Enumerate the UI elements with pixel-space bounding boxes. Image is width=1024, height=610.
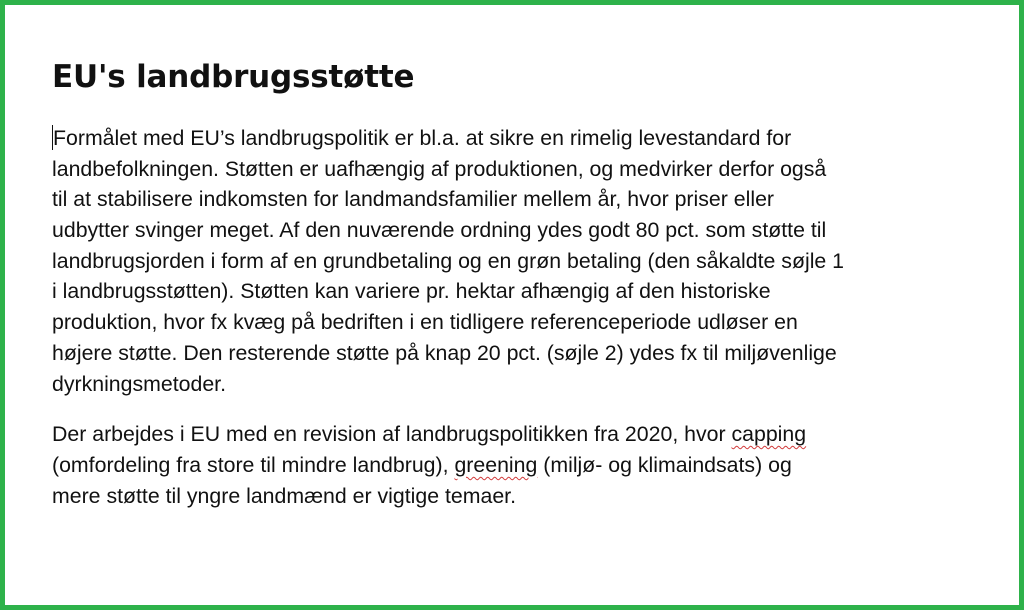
paragraph-1[interactable] [52, 123, 1002, 399]
document-body[interactable] [52, 55, 1002, 511]
paragraph-1-line: til at stabilisere indkomsten for landmandsfamilier mellem år, hvor priser eller [52, 187, 775, 212]
paragraph-2-line: (omfordeling fra store til mindre landbrug), greening (miljø- og klimaindsats) og [52, 452, 792, 477]
document-heading: EU's landbrugsstøtte [52, 59, 415, 95]
paragraph-2-line: mere støtte til yngre landmænd er vigtige temaer. [52, 483, 516, 508]
paragraph-1-line: produktion, hvor fx kvæg på bedriften i en tidligere referenceperiode udløser en [52, 310, 798, 335]
paragraph-1-line: landbrugsjorden i form af en grundbetaling og en grøn betaling (den såkaldte søjle 1 [52, 248, 845, 273]
paragraph-1-line: landbefolkningen. Støtten er uafhængig af produktionen, og medvirker derfor også [52, 156, 827, 181]
paragraph-2[interactable] [52, 419, 1002, 511]
spellcheck-flagged-word[interactable]: capping [731, 422, 807, 447]
paragraph-1-line: udbytter svinger meget. Af den nuværende ordning ydes godt 80 pct. som støtte til [52, 218, 827, 243]
paragraph-2-line: Der arbejdes i EU med en revision af landbrugspolitikken fra 2020, hvor capping [52, 422, 807, 447]
paragraph-1-line: i landbrugsstøtten). Støtten kan variere pr. hektar afhængig af den historiske [52, 279, 771, 304]
paragraph-1-line: Formålet med EU’s landbrugspolitik er bl.a. at sikre en rimelig levestandard for [53, 126, 792, 150]
paragraph-1-line: højere støtte. Den resterende støtte på knap 20 pct. (søjle 2) ydes fx til miljøvenlige [52, 340, 837, 365]
paragraph-1-line: dyrkningsmetoder. [52, 371, 227, 396]
spellcheck-flagged-word[interactable]: greening [454, 452, 538, 477]
